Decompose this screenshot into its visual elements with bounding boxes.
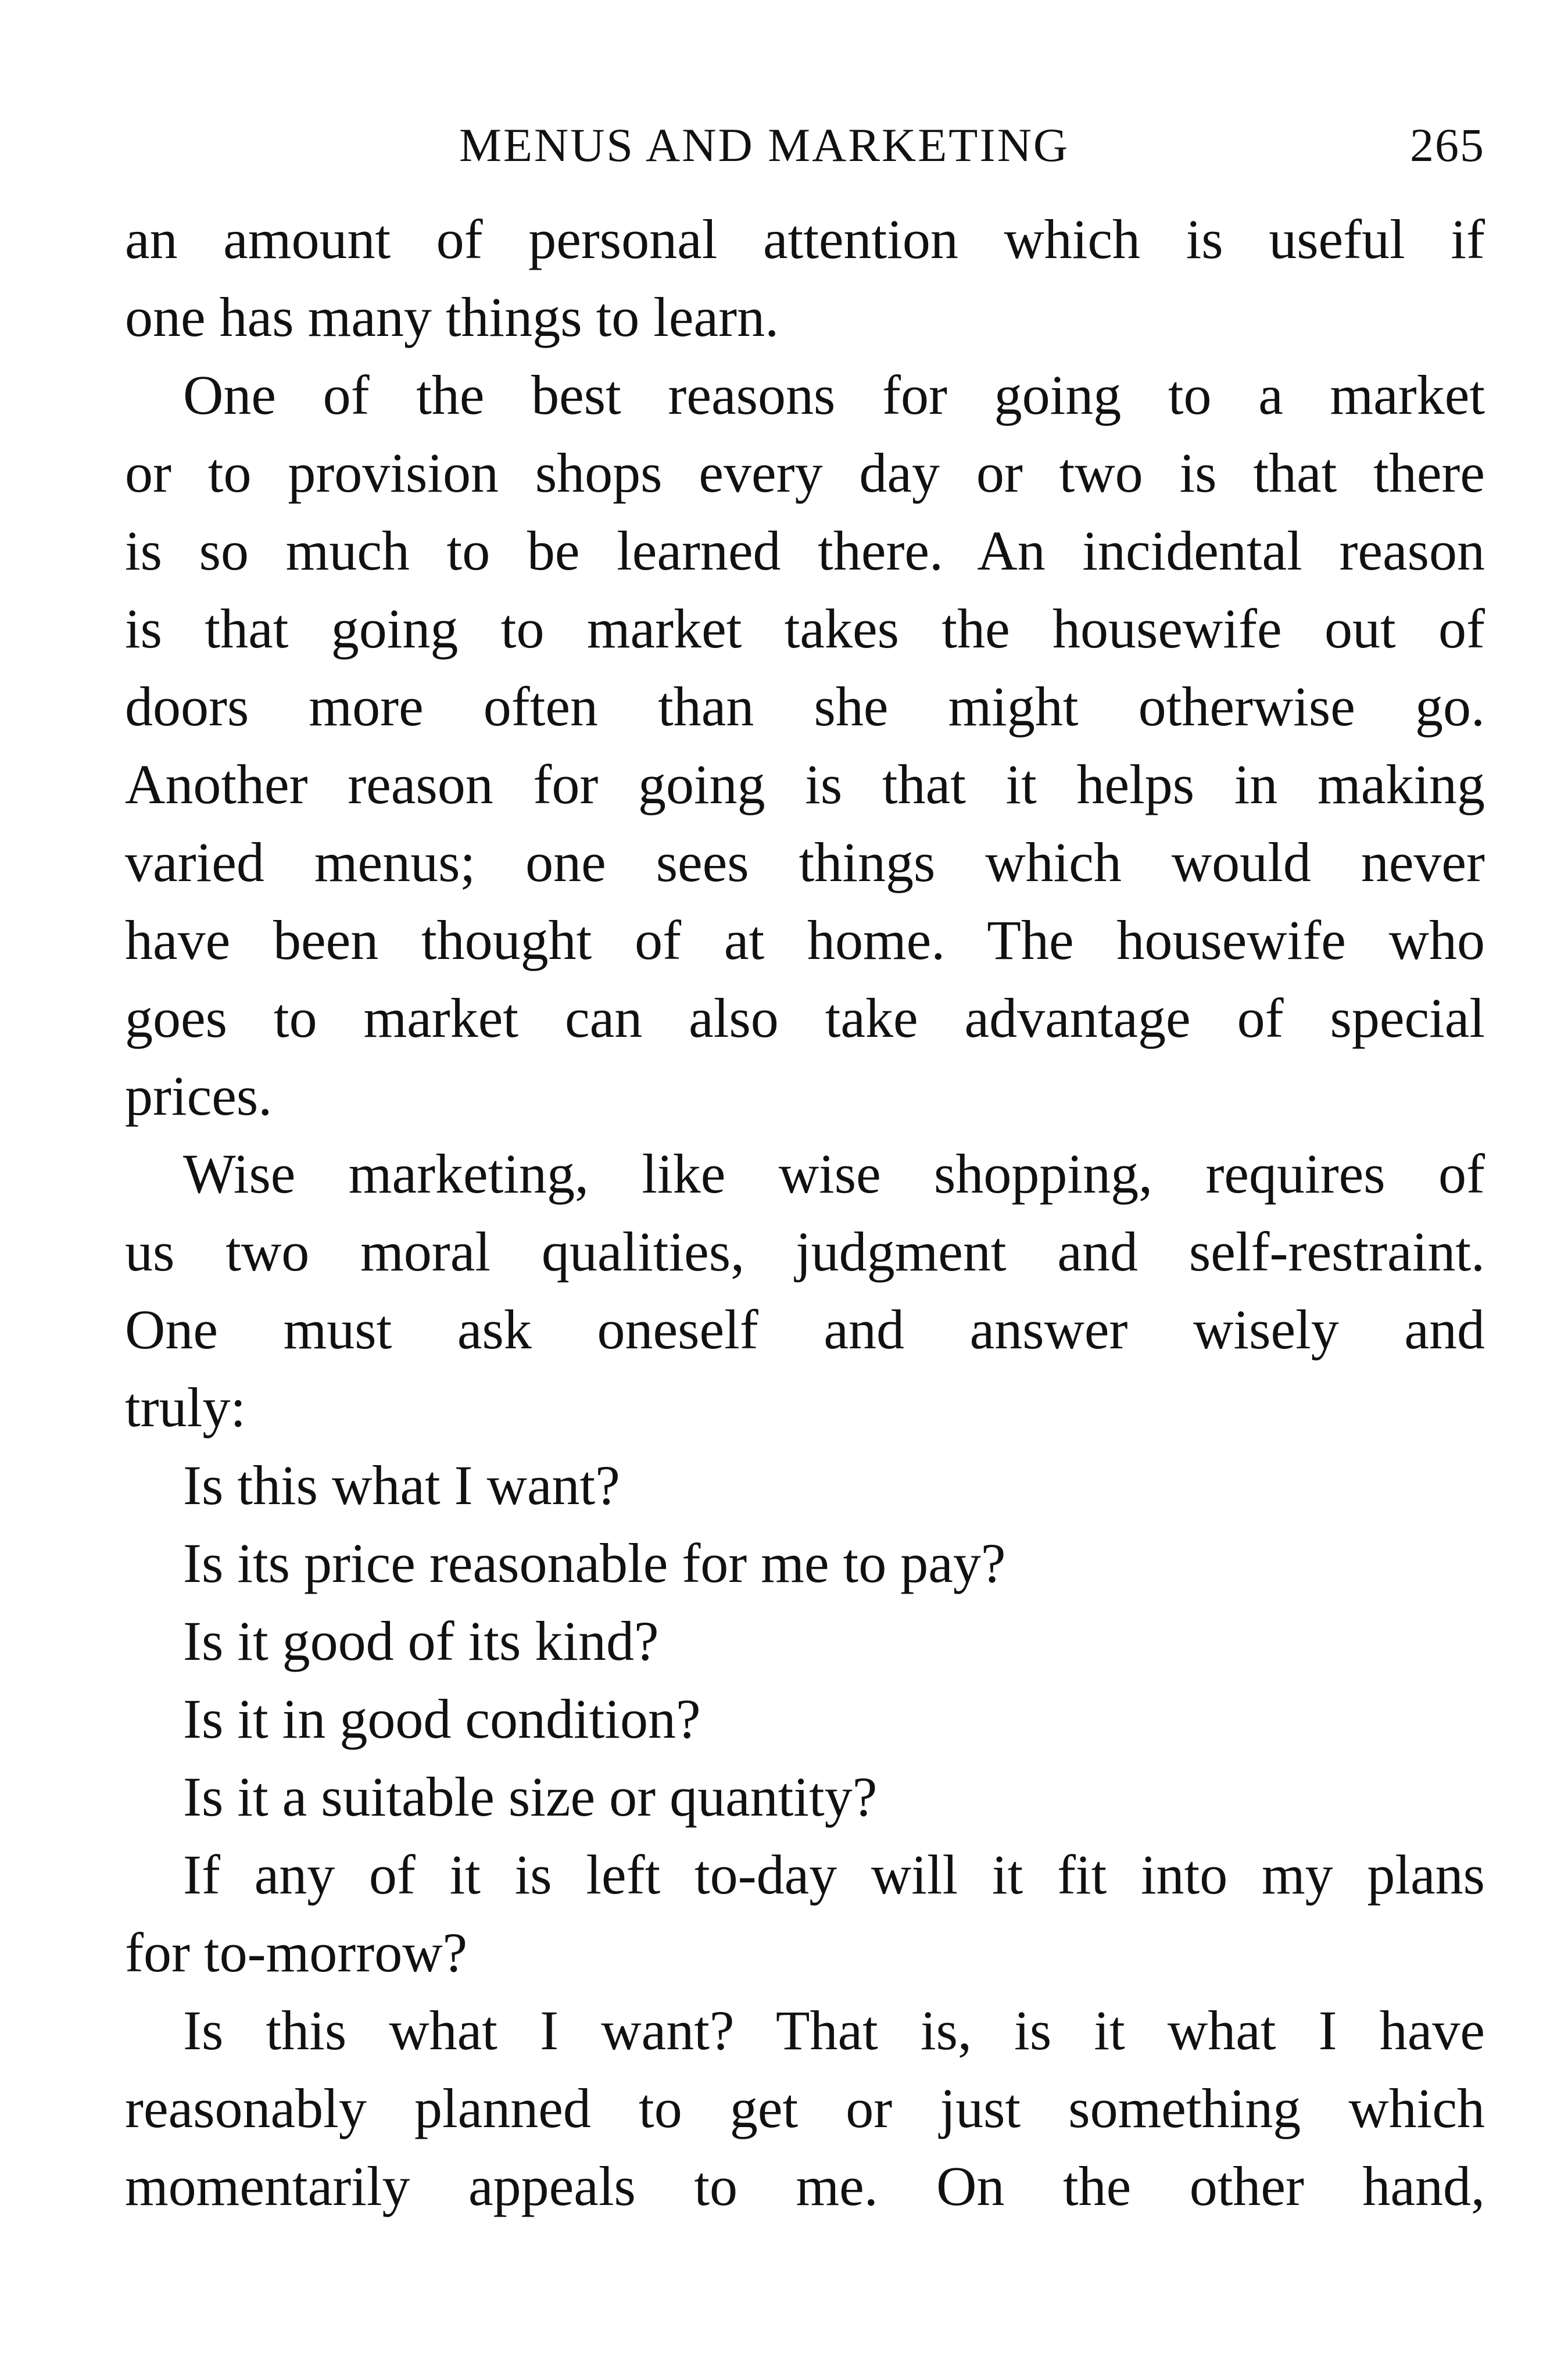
question-item: Is this what I want? [183, 1454, 620, 1516]
text-line: one has many things to learn. [125, 286, 779, 348]
text-line: varied menus; one sees things which would never [125, 831, 1485, 893]
text-line: an amount of personal attention which is useful if [125, 208, 1485, 270]
paragraph [125, 201, 1485, 356]
question-list [125, 1447, 1485, 1836]
text-line: us two moral qualities, judgment and self-restraint. [125, 1220, 1485, 1283]
text-line: Is this what I want? That is, is it what I have [183, 1999, 1485, 2061]
question-item: Is it good of its kind? [183, 1610, 659, 1672]
running-head-title: MENUS AND MARKETING [459, 119, 1070, 171]
text-line: have been thought of at home. The housewife who [125, 909, 1485, 971]
text-line: doors more often than she might otherwise go. [125, 675, 1485, 738]
question-item: Is it in good condition? [183, 1688, 701, 1750]
page-number: 265 [1410, 119, 1485, 171]
text-line: is so much to be learned there. An incidental reason [125, 520, 1485, 582]
text-line: goes to market can also take advantage of special [125, 987, 1485, 1049]
text-line: One of the best reasons for going to a market [183, 364, 1485, 426]
body-text [125, 201, 1485, 2225]
text-line: prices. [125, 1065, 273, 1127]
paragraph [125, 1135, 1485, 1447]
text-line: truly: [125, 1376, 246, 1438]
text-line: reasonably planned to get or just something which [125, 2077, 1485, 2139]
question-item: Is it a suitable size or quantity? [183, 1766, 878, 1828]
text-line: If any of it is left to-day will it fit into my plans [183, 1843, 1485, 1906]
paragraph [125, 356, 1485, 1135]
text-line: One must ask oneself and answer wisely and [125, 1298, 1485, 1361]
text-line: momentarily appeals to me. On the other hand, [125, 2155, 1485, 2217]
text-line: is that going to market takes the housewife out of [125, 597, 1485, 660]
paragraph [125, 1992, 1485, 2225]
question-item: Is its price reasonable for me to pay? [183, 1532, 1006, 1594]
question-item-multiline [125, 1836, 1485, 1992]
running-head [125, 110, 1485, 180]
text-line: Wise marketing, like wise shopping, requires of [183, 1143, 1485, 1205]
text-line: or to provision shops every day or two is that there [125, 442, 1485, 504]
text-line: for to-morrow? [125, 1921, 468, 1984]
text-line: Another reason for going is that it helps in making [125, 753, 1485, 815]
